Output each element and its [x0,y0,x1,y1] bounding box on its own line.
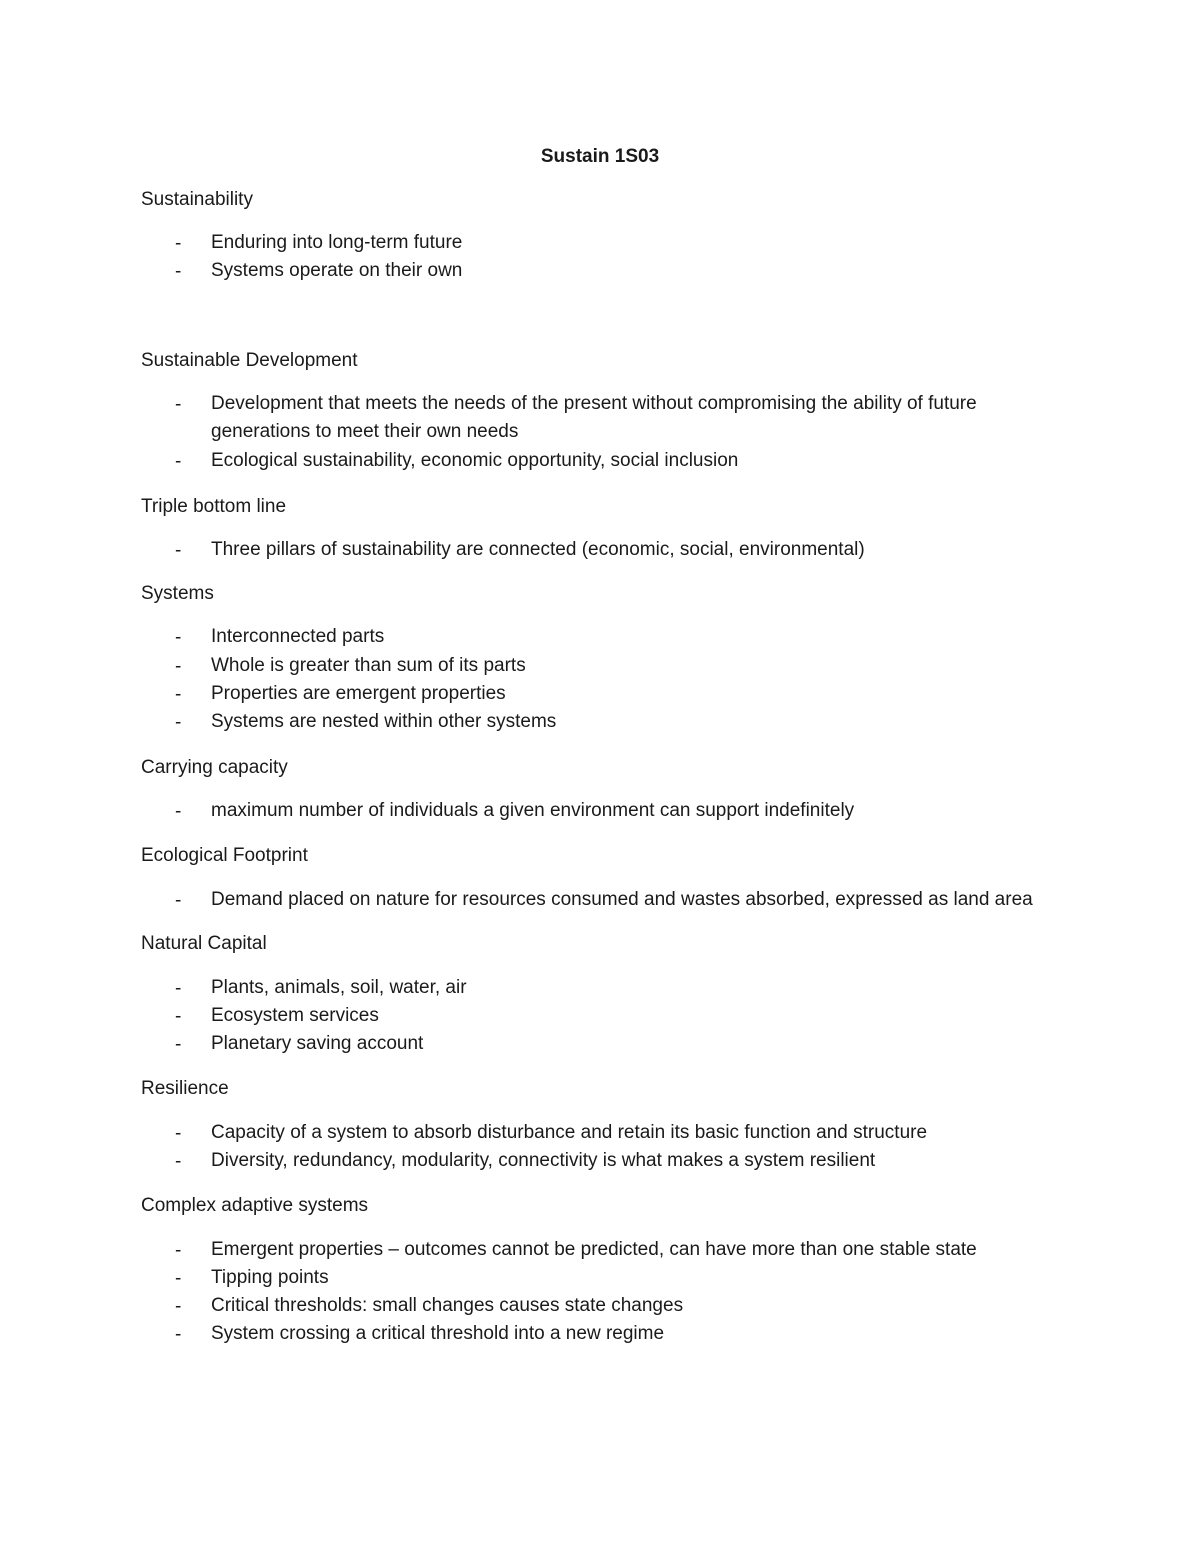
section-heading-systems: Systems [141,583,214,604]
bullet-dash: - [175,684,182,705]
bullet-dash: - [175,978,182,999]
section-heading-triple-bottom-line: Triple bottom line [141,496,287,517]
bullet-dash: - [175,394,182,415]
bullet-dash: - [175,233,182,254]
section-heading-carrying-capacity: Carrying capacity [141,757,288,778]
list-item: maximum number of individuals a given environment can support indefinitely [211,800,855,821]
list-item: Ecosystem services [211,1005,379,1026]
section-heading-sustainable-development: Sustainable Development [141,350,358,371]
list-item: System crossing a critical threshold into a new regime [211,1323,665,1344]
list-item: Capacity of a system to absorb disturbance and retain its basic function and structure [211,1122,928,1143]
section-heading-complex-adaptive-systems: Complex adaptive systems [141,1195,369,1216]
list-item: Critical thresholds: small changes causes state changes [211,1295,684,1316]
bullet-dash: - [175,627,182,648]
bullet-dash: - [175,1240,182,1261]
section-heading-ecological-footprint: Ecological Footprint [141,845,308,866]
list-item: Systems are nested within other systems [211,711,557,732]
section-heading-natural-capital: Natural Capital [141,933,267,954]
bullet-dash: - [175,801,182,822]
bullet-dash: - [175,540,182,561]
bullet-dash: - [175,1296,182,1317]
list-item: Interconnected parts [211,626,385,647]
list-item: Planetary saving account [211,1033,424,1054]
list-item: Enduring into long-term future [211,232,463,253]
bullet-dash: - [175,656,182,677]
bullet-dash: - [175,1324,182,1345]
bullet-dash: - [175,712,182,733]
list-item: Demand placed on nature for resources consumed and wastes absorbed, expressed as land area [211,889,1033,910]
list-item: Properties are emergent properties [211,683,506,704]
bullet-dash: - [175,261,182,282]
list-item: Diversity, redundancy, modularity, connectivity is what makes a system resilient [211,1150,876,1171]
document-title: Sustain 1S03 [540,146,660,167]
bullet-dash: - [175,451,182,472]
bullet-dash: - [175,1006,182,1027]
list-item: Plants, animals, soil, water, air [211,977,467,998]
list-item: Whole is greater than sum of its parts [211,655,526,676]
list-item: Development that meets the needs of the present without compromising the ability of future generations to meet their own needs [211,393,977,442]
list-item: Ecological sustainability, economic opportunity, social inclusion [211,450,739,471]
bullet-dash: - [175,1034,182,1055]
section-heading-resilience: Resilience [141,1078,229,1099]
bullet-dash: - [175,890,182,911]
bullet-dash: - [175,1123,182,1144]
section-heading-sustainability: Sustainability [141,189,253,210]
list-item: Emergent properties – outcomes cannot be predicted, can have more than one stable state [211,1239,977,1260]
list-item: Tipping points [211,1267,329,1288]
bullet-dash: - [175,1151,182,1172]
list-item: Systems operate on their own [211,260,463,281]
list-item: Three pillars of sustainability are connected (economic, social, environmental) [211,539,865,560]
bullet-dash: - [175,1268,182,1289]
